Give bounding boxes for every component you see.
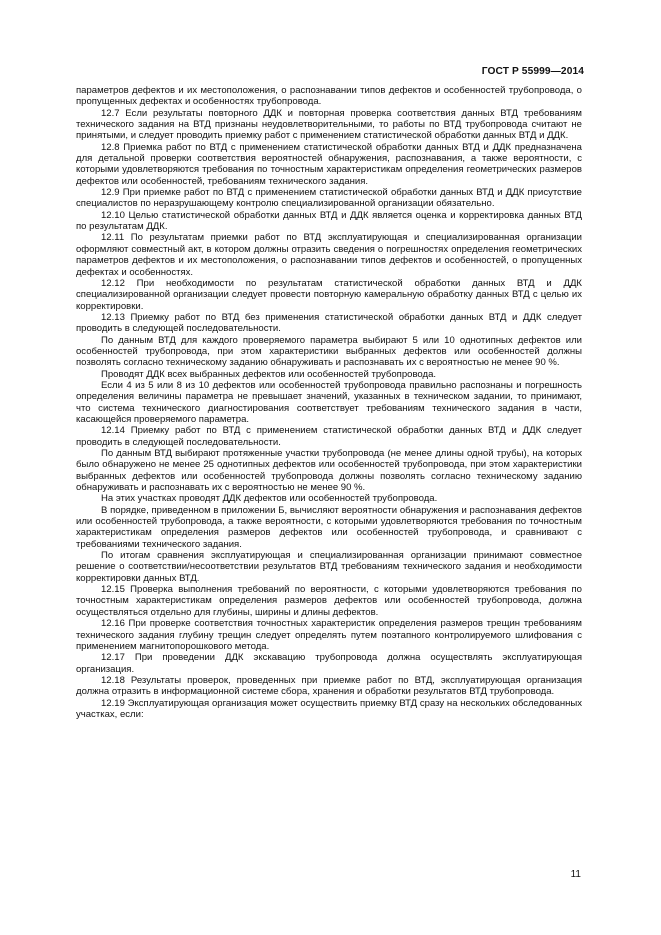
standard-header: ГОСТ Р 55999—2014 xyxy=(481,66,584,77)
paragraph: 12.12 При необходимости по результатам статистической обработки данных ВТД и ДДК специализированной организации следует провести повторную камеральную обработку данных ВТД с целью их корректировки. xyxy=(76,277,582,312)
paragraph: По данным ВТД выбирают протяженные участки трубопровода (не менее длины одной трубы), на которых было обнаружено не менее 25 однотипных дефектов или особенностей трубопровода, при этом характеристики выбранных дефектов или особенностей трубопровода должны позволять согласно техническому заданию обнаруживать и распознавать их с вероятностью не менее 90 %. xyxy=(76,448,582,494)
paragraph: 12.11 По результатам приемки работ по ВТД эксплуатирующая и специализированная организации оформляют совместный акт, в котором должны отразить сведения о погрешностях определения геометрических параметров дефектов и их местоположения, о распознавании типов дефектов и особенностей, о пропущенных дефектах и особенностях. xyxy=(76,232,582,278)
paragraph: 12.13 Приемку работ по ВТД без применения статистической обработки данных ВТД и ДДК следует проводить в следующей последовательности. xyxy=(76,311,582,335)
paragraph: 12.8 Приемка работ по ВТД с применением статистической обработки данных ВТД и ДДК предназначена для детальной проверки соответствия вероятностей обнаружения, распознавания, а также вероятности, с которыми удовлетворяются требования по точностным характеристикам определения геометрических размеров дефектов или особенностей, требованиям технического задания. xyxy=(76,141,582,187)
paragraph: 12.19 Эксплуатирующая организация может осуществить приемку ВТД сразу на нескольких обследованных участках, если: xyxy=(76,697,582,720)
paragraph: 12.10 Целью статистической обработки данных ВТД и ДДК является оценка и корректировка данных ВТД по результатам ДДК. xyxy=(76,209,582,233)
body-text xyxy=(76,85,582,720)
paragraph: 12.9 При приемке работ по ВТД с применением статистической обработки данных ВТД и ДДК присутствие специалистов по неразрушающему контролю специализированной организации обязательно. xyxy=(76,187,582,210)
paragraph: 12.16 При проверке соответствия точностных характеристик определения размеров трещин требованиям технического задания глубину трещин следует определять путем поэтапного контролируемого шлифования с применением магнитопорошкового метода. xyxy=(76,618,582,652)
paragraph: 12.15 Проверка выполнения требований по вероятности, с которыми удовлетворяются требования по точностным характеристикам определения размеров дефектов или особенностей трубопровода, должна осуществляться отдельно для глубины, ширины и длины дефектов. xyxy=(76,584,582,618)
paragraph: В порядке, приведенном в приложении Б, вычисляют вероятности обнаружения и распознавания дефектов или особенностей трубопровода, а также вероятности, с которыми удовлетворяются требования по точностным характеристикам определения размеров дефектов или особенностей трубопровода, и сравнивают с требованиями технического задания. xyxy=(76,504,582,550)
paragraph: Проводят ДДК всех выбранных дефектов или особенностей трубопровода. xyxy=(101,368,437,380)
paragraph: По итогам сравнения эксплуатирующая и специализированная организации принимают совместное решение о соответствии/несоответствии результатов ВТД требованиям технического задания и необходимости корректировки данных ВТД. xyxy=(76,550,582,584)
paragraph: параметров дефектов и их местоположения, о распознавании типов дефектов и особенностей трубопровода, о пропущенных дефектах и особенностях трубопровода. xyxy=(76,85,582,108)
paragraph: 12.14 Приемку работ по ВТД с применением статистической обработки данных ВТД и ДДК следует проводить в следующей последовательности. xyxy=(76,425,582,448)
paragraph: 12.18 Результаты проверок, проведенных при приемке работ по ВТД, эксплуатирующая организация должна отразить в информационной системе сбора, хранения и обработки результатов ВТД трубопровода. xyxy=(76,674,582,698)
paragraph: 12.7 Если результаты повторного ДДК и повторная проверка соответствия данных ВТД требованиям технического задания на ВТД признаны неудовлетворительными, то работы по ВТД трубопровода считают не принятыми, и следует проводить приемку работ с применением статистической обработки данных ВТД и ДДК. xyxy=(76,107,582,142)
paragraph: Если 4 из 5 или 8 из 10 дефектов или особенностей трубопровода правильно распознаны и погрешность определения величины параметра не превышает значений, указанных в техническом задании, то принимают, что система технического диагностирования соответствует требованиям технического задания в части, касающейся проверяемого параметра. xyxy=(76,379,582,425)
paragraph: На этих участках проводят ДДК дефектов или особенностей трубопровода. xyxy=(101,493,438,505)
paragraph: 12.17 При проведении ДДК экскавацию трубопровода должна осуществлять эксплуатирующая организация. xyxy=(76,652,582,675)
paragraph: По данным ВТД для каждого проверяемого параметра выбирают 5 или 10 однотипных дефектов или особенностей трубопровода, при этом характеристики выбранных дефектов или особенностей должны позволять согласно техническому заданию обнаруживать и распознавать их с вероятностью не менее 90 %. xyxy=(76,334,582,369)
page-number: 11 xyxy=(570,869,581,880)
